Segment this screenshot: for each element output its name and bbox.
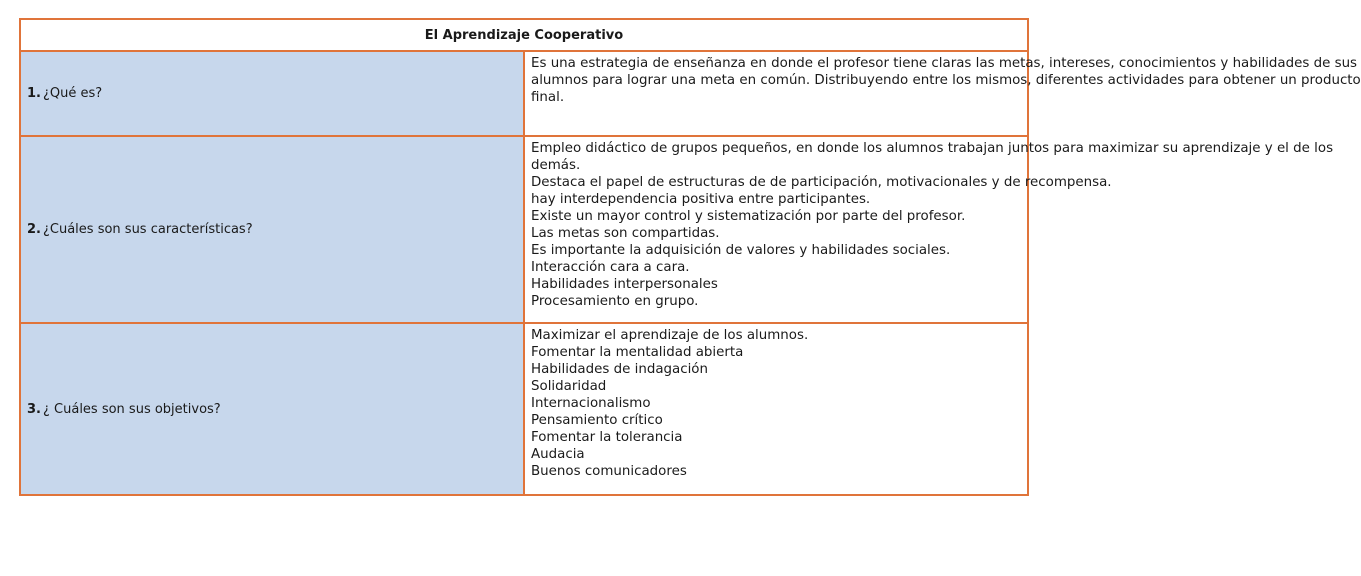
answer-line: Audacia <box>531 447 585 462</box>
answer-line: Fomentar la mentalidad abierta <box>531 345 744 360</box>
table-row <box>20 323 1028 495</box>
answer-cell <box>524 323 1028 495</box>
answer-line: Internacionalismo <box>531 396 651 411</box>
answer-line: Es importante la adquisición de valores y habilidades sociales. <box>531 243 951 258</box>
answer-line: Buenos comunicadores <box>531 464 687 479</box>
question-text: ¿ Cuáles son sus objetivos? <box>43 401 221 417</box>
question-cell <box>20 136 524 323</box>
answer-line: Procesamiento en grupo. <box>531 294 699 309</box>
answer-line: Interacción cara a cara. <box>531 260 690 275</box>
answer-line: hay interdependencia positiva entre participantes. <box>531 192 871 207</box>
question-number: 1. <box>27 86 41 101</box>
answer-line: Las metas son compartidas. <box>531 226 720 241</box>
question-cell <box>20 323 524 495</box>
question-text: ¿Qué es? <box>43 86 103 101</box>
answer-cell <box>524 136 1334 323</box>
answer-line: Es una estrategia de enseñanza en donde el profesor tiene claras las metas, intereses, conocimientos y habilidades de sus <box>531 56 1358 71</box>
table-row <box>20 136 1028 323</box>
answer-line: Maximizar el aprendizaje de los alumnos. <box>531 328 809 343</box>
answer-line: final. <box>531 90 565 105</box>
answer-line: Fomentar la tolerancia <box>531 430 683 445</box>
answer-line: demás. <box>531 158 581 173</box>
answer-line: Habilidades interpersonales <box>531 277 718 292</box>
answer-line: Existe un mayor control y sistematización por parte del profesor. <box>531 209 966 224</box>
question-text: ¿Cuáles son sus características? <box>43 222 253 237</box>
table-title: El Aprendizaje Cooperativo <box>20 19 1028 51</box>
answer-line: Solidaridad <box>531 379 607 394</box>
answer-cell <box>524 51 1361 136</box>
question-cell <box>20 51 524 136</box>
title-row <box>20 19 1028 51</box>
table <box>19 18 1361 496</box>
question-number: 3. <box>27 401 41 417</box>
answer-line: Empleo didáctico de grupos pequeños, en donde los alumnos trabajan juntos para maximizar su aprendizaje y el de los <box>531 141 1334 156</box>
question-number: 2. <box>27 222 41 237</box>
answer-line: Habilidades de indagación <box>531 362 708 377</box>
answer-line: Pensamiento crítico <box>531 413 663 428</box>
cooperative-learning-table <box>19 18 1361 496</box>
table-row <box>20 51 1028 136</box>
answer-line: Destaca el papel de estructuras de de participación, motivacionales y de recompensa. <box>531 175 1112 190</box>
answer-line: alumnos para lograr una meta en común. Distribuyendo entre los mismos, diferentes actividades para obtener un producto <box>531 73 1361 88</box>
